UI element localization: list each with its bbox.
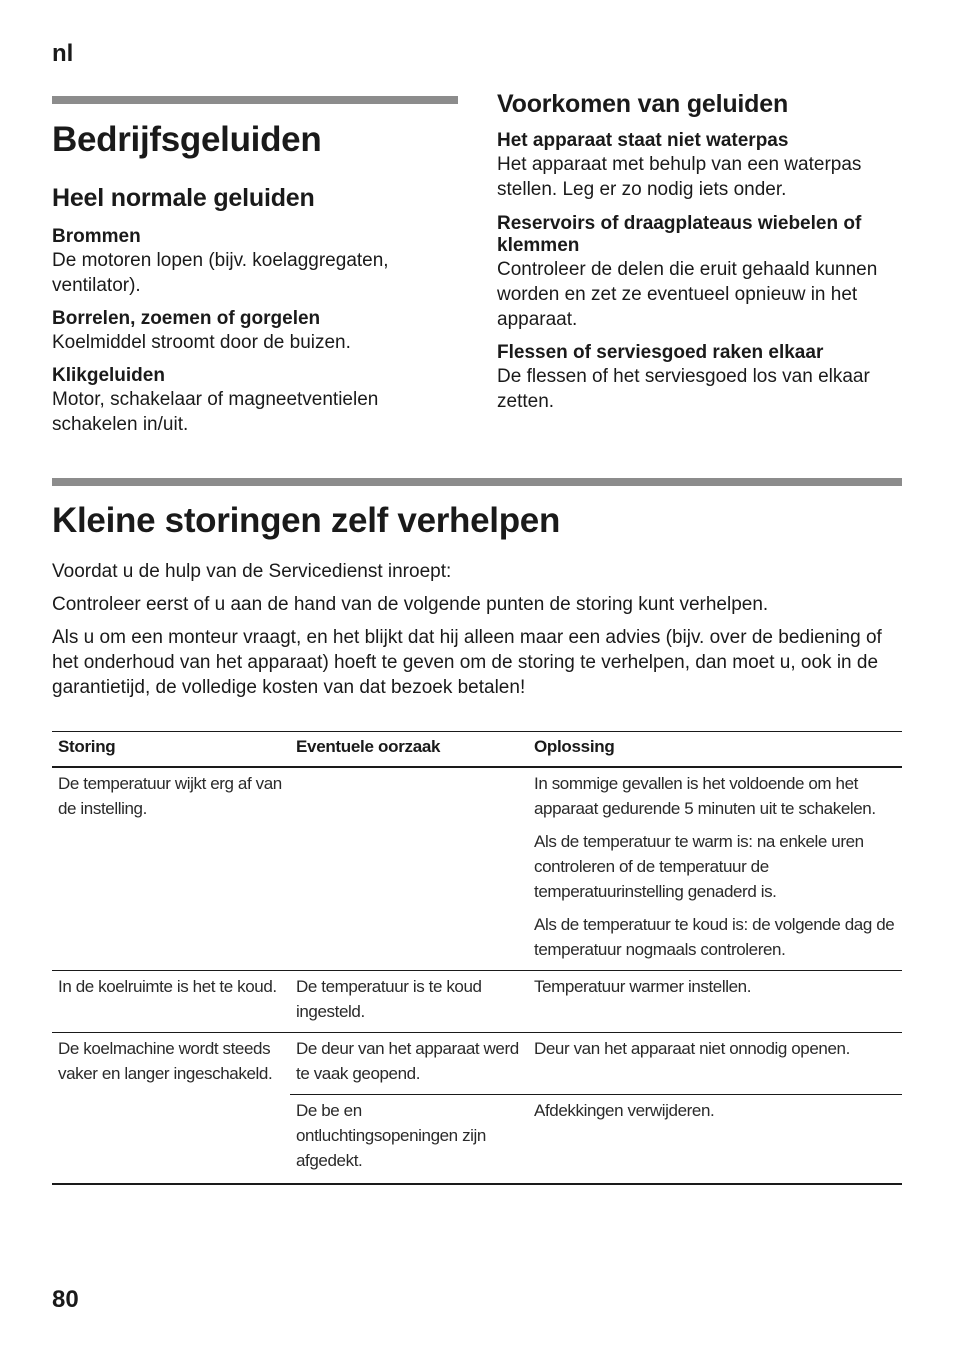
- cell-storing: De koelmachine wordt steeds vaker en langer ingeschakeld.: [52, 1033, 290, 1185]
- prevention-item-text: Controleer de delen die eruit gehaald kunnen worden en zet ze eventueel opnieuw in het apparaat.: [497, 259, 878, 330]
- prevention-item: [497, 342, 902, 414]
- prevention-item: [497, 213, 902, 332]
- solution-text: Deur van het apparaat niet onnodig openen.: [534, 1039, 850, 1058]
- column-header-oorzaak: Eventuele oorzaak: [290, 732, 528, 768]
- intro-paragraph: Controleer eerst of u aan de hand van de volgende punten de storing kunt verhelpen.: [52, 594, 769, 615]
- table-header-row: [52, 732, 902, 768]
- intro-paragraph: Als u om een monteur vraagt, en het blijkt dat hij alleen maar een advies (bijv. over de bediening of het onderhoud van het apparaat) hoeft te geven om de storing te verhelpen, dan moet u, ook in de garantietijd, de volledige kosten van dat bezoek betalen!: [52, 627, 882, 698]
- sound-item: [52, 365, 458, 437]
- cell-oorzaak: De deur van het apparaat werd te vaak geopend.: [290, 1033, 528, 1095]
- right-column: [497, 90, 902, 414]
- solution-text: Als de temperatuur te warm is: na enkele uren controleren of de temperatuur de temperatuurinstelling genaderd is.: [534, 832, 864, 901]
- cell-oplossing: [528, 1033, 902, 1095]
- cell-oplossing: [528, 767, 902, 971]
- language-label: nl: [52, 40, 74, 67]
- page-number: 80: [52, 1286, 79, 1313]
- section-rule: [52, 478, 902, 486]
- cell-oplossing: [528, 1095, 902, 1185]
- troubleshooting-section: [52, 478, 902, 700]
- solution-text: In sommige gevallen is het voldoende om het apparaat gedurende 5 minuten uit te schakelen.: [534, 774, 876, 818]
- sound-item-title: Klikgeluiden: [52, 365, 165, 386]
- cell-oorzaak: De temperatuur is te koud ingesteld.: [290, 971, 528, 1033]
- column-header-storing: Storing: [52, 732, 290, 768]
- cell-storing: In de koelruimte is het te koud.: [52, 971, 290, 1033]
- section-title-troubleshooting: Kleine storingen zelf verhelpen: [52, 501, 561, 540]
- solution-text: Afdekkingen verwijderen.: [534, 1101, 715, 1120]
- sound-item-title: Borrelen, zoemen of gorgelen: [52, 308, 321, 329]
- solution-text: Als de temperatuur te koud is: de volgende dag de temperatuur nogmaals controleren.: [534, 915, 895, 959]
- intro-paragraph: Voordat u de hulp van de Servicedienst inroept:: [52, 561, 452, 582]
- prevention-item-title: Flessen of serviesgoed raken elkaar: [497, 342, 824, 363]
- sound-item-title: Brommen: [52, 226, 141, 247]
- cell-storing: De temperatuur wijkt erg af van de instelling.: [58, 774, 282, 818]
- prevention-item-text: De flessen of het serviesgoed los van elkaar zetten.: [497, 366, 870, 412]
- prevention-item-text: Het apparaat met behulp van een waterpas stellen. Leg er zo nodig iets onder.: [497, 154, 862, 200]
- subsection-title-normal-sounds: Heel normale geluiden: [52, 184, 315, 212]
- troubleshooting-table: [52, 731, 902, 1185]
- sound-item: [52, 226, 458, 298]
- left-column: [52, 96, 458, 437]
- sound-item-text: De motoren lopen (bijv. koelaggregaten, ventilator).: [52, 250, 389, 296]
- column-header-oplossing: Oplossing: [528, 732, 902, 768]
- cell-oorzaak: [290, 767, 528, 971]
- table-row: [52, 1033, 902, 1095]
- cell-oorzaak: De be en ontluchtingsopeningen zijn afgedekt.: [290, 1095, 528, 1185]
- solution-text: Temperatuur warmer instellen.: [534, 977, 752, 996]
- table-row: [52, 971, 902, 1033]
- table-row: [52, 767, 902, 971]
- section-rule: [52, 96, 458, 104]
- cell-oplossing: [528, 971, 902, 1033]
- subsection-title-prevent-sounds: Voorkomen van geluiden: [497, 90, 789, 118]
- sound-item-text: Koelmiddel stroomt door de buizen.: [52, 332, 351, 353]
- sound-item-text: Motor, schakelaar of magneetventielen schakelen in/uit.: [52, 389, 379, 435]
- sound-item: [52, 308, 458, 355]
- prevention-item: [497, 130, 902, 202]
- prevention-item-title: Het apparaat staat niet waterpas: [497, 130, 789, 151]
- prevention-item-title: Reservoirs of draagplateaus wiebelen of klemmen: [497, 213, 862, 256]
- section-title-bedrijfsgeluiden: Bedrijfsgeluiden: [52, 120, 322, 159]
